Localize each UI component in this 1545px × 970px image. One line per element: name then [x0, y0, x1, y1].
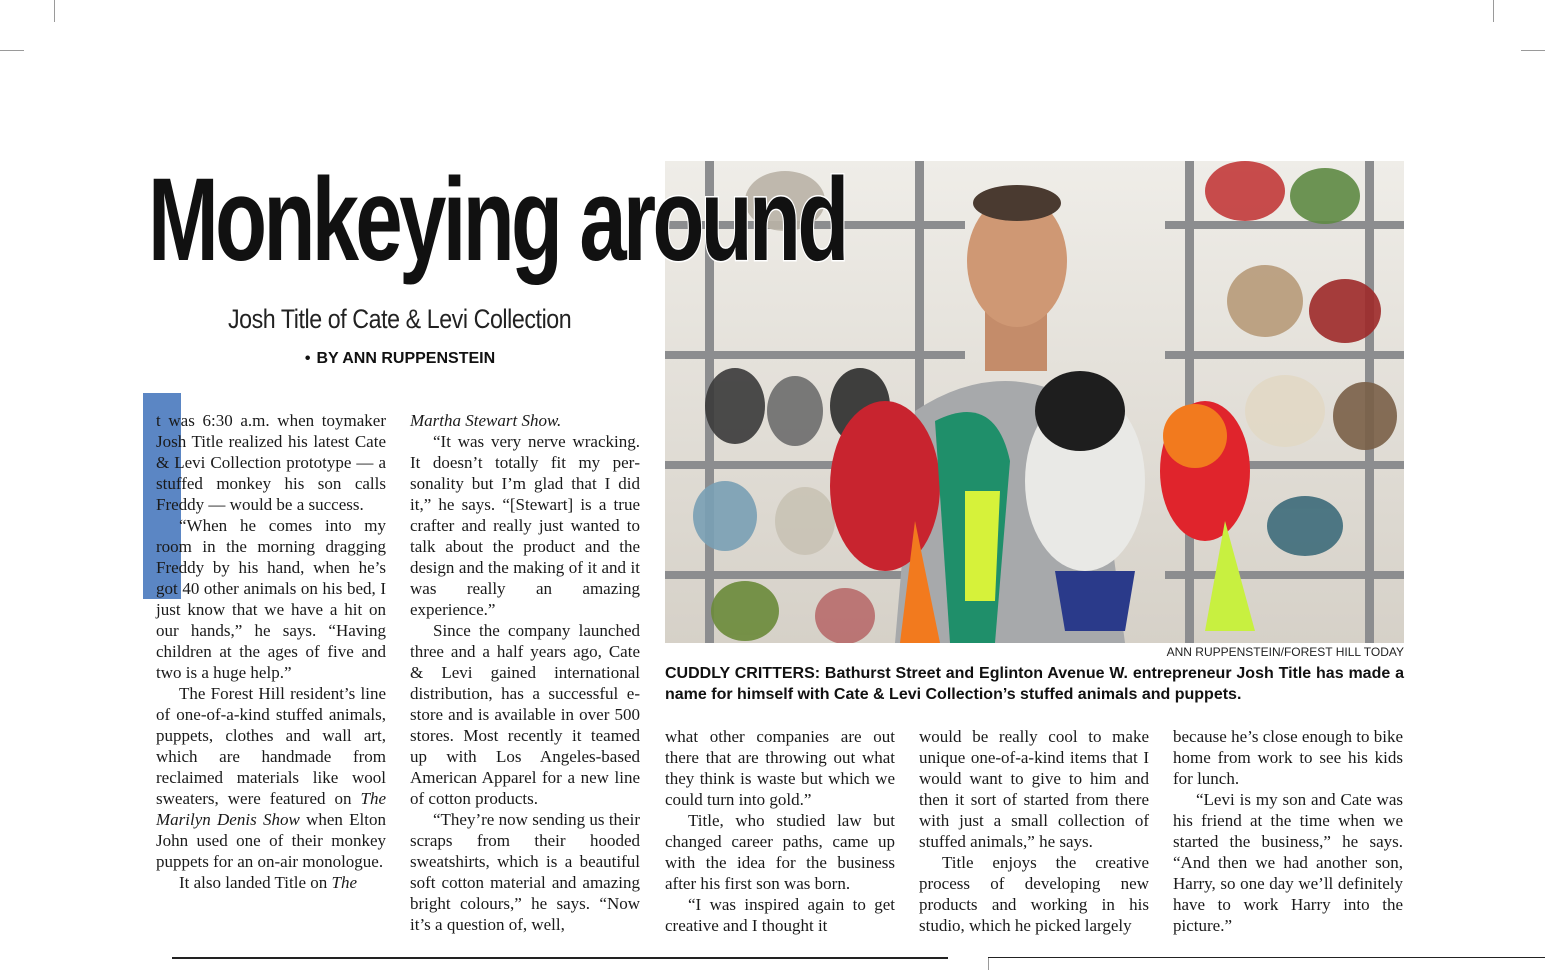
article-column-3 — [665, 726, 895, 936]
bottom-rule — [988, 957, 1545, 958]
bottom-rule — [172, 957, 948, 959]
crop-mark — [0, 50, 24, 51]
headline — [148, 150, 846, 290]
paragraph: because he’s close enough to bike home from work to see his kids for lunch. — [1173, 727, 1403, 788]
paragraph-text: The Forest Hill resident’s line of one-of-a-kind stuffed animals, puppets, clothes and wall art, which are handmade from reclaimed materials like wool sweaters, were featured on — [156, 684, 386, 808]
photo-credit: ANN RUPPENSTEIN/FOREST HILL TODAY — [1166, 645, 1404, 659]
paragraph — [156, 683, 386, 872]
article-column-2 — [410, 410, 640, 935]
crop-mark — [1521, 50, 1545, 51]
paragraph: “Levi is my son and Cate was his friend at the time when we started the business,” he says. “And then we had another son, Harry, so one day we’ll definitely have to work Harry into the picture.” — [1173, 790, 1403, 935]
photo-caption: CUDDLY CRITTERS: Bathurst Street and Eglinton Avenue W. entrepreneur Josh Title has made a name for himself with Cate & Levi Collection’s stuffed animals and puppets. — [665, 665, 1404, 703]
paragraph: Title enjoys the creative process of developing new products and working in his studio, which he picked largely — [919, 853, 1149, 935]
paragraph-text: when Elton John used one of their monkey puppets for an on-air monologue. — [156, 810, 386, 871]
bullet-icon: • — [304, 350, 311, 367]
headline-word-1: Monkeying — [148, 154, 560, 286]
subhead — [160, 304, 640, 335]
paragraph: what other companies are out there that are throwing out what they think is waste but which we could turn into gold.” — [665, 727, 895, 809]
byline — [160, 350, 640, 368]
paragraph: “I was inspired again to get creative and I thought it — [665, 895, 895, 935]
paragraph: Title, who studied law but changed career paths, came up with the idea for the business after his first son was born. — [665, 811, 895, 893]
show-title: The — [331, 873, 358, 892]
headline-word-2: around — [579, 154, 846, 286]
paragraph: “They’re now sending us their scraps from their hooded sweatshirts, which is a beautiful soft cotton material and amazing bright colours,” he says. “Now it’s a question of, well, — [410, 810, 640, 934]
paragraph-text: It also landed Title on — [179, 873, 332, 892]
paragraph: would be really cool to make unique one-of-a-kind items that I would want to give to him and then it sort of started from there with just a small collection of stuffed animals,” he says. — [919, 727, 1149, 851]
paragraph: “When he comes into my room in the morning dragging Freddy by his hand, when he’s got 40 other animals on his bed, I just know that we have a hit on our hands,” he says. “Having children at the ages of five and two is a huge help.” — [156, 516, 386, 682]
crop-mark — [1493, 0, 1494, 22]
paragraph: Since the company launched three and a half years ago, Cate & Levi gained international distribution, has a successful e-store and is available in over 500 stores. Most recently it teamed up with Los Angeles-based American Apparel for a new line of cotton products. — [410, 621, 640, 808]
article-column-4 — [919, 726, 1149, 936]
article-column-5 — [1173, 726, 1403, 936]
paragraph: t was 6:30 a.m. when toymaker Josh Title realized his latest Cate & Levi Collection prototype — a stuffed monkey his son calls Freddy — would be a success. — [156, 411, 386, 514]
byline-text: BY ANN RUPPENSTEIN — [316, 350, 496, 367]
paragraph — [156, 872, 386, 893]
article-column-1 — [156, 410, 386, 893]
subhead-text: Josh Title of Cate & Levi Collection — [228, 304, 572, 334]
show-title: The Marilyn Denis Show — [156, 789, 386, 829]
show-title: Martha Stewart Show. — [410, 411, 562, 430]
paragraph — [410, 410, 640, 431]
paragraph: “It was very nerve wracking. It doesn’t totally fit my personality but I’m glad that I did it,” he says. “[Stewart] is a true crafter and really just wanted to talk about the product and the design and the making of it and it was really an amazing experience.” — [410, 432, 640, 619]
crop-mark — [54, 0, 55, 22]
crop-mark — [988, 958, 989, 970]
